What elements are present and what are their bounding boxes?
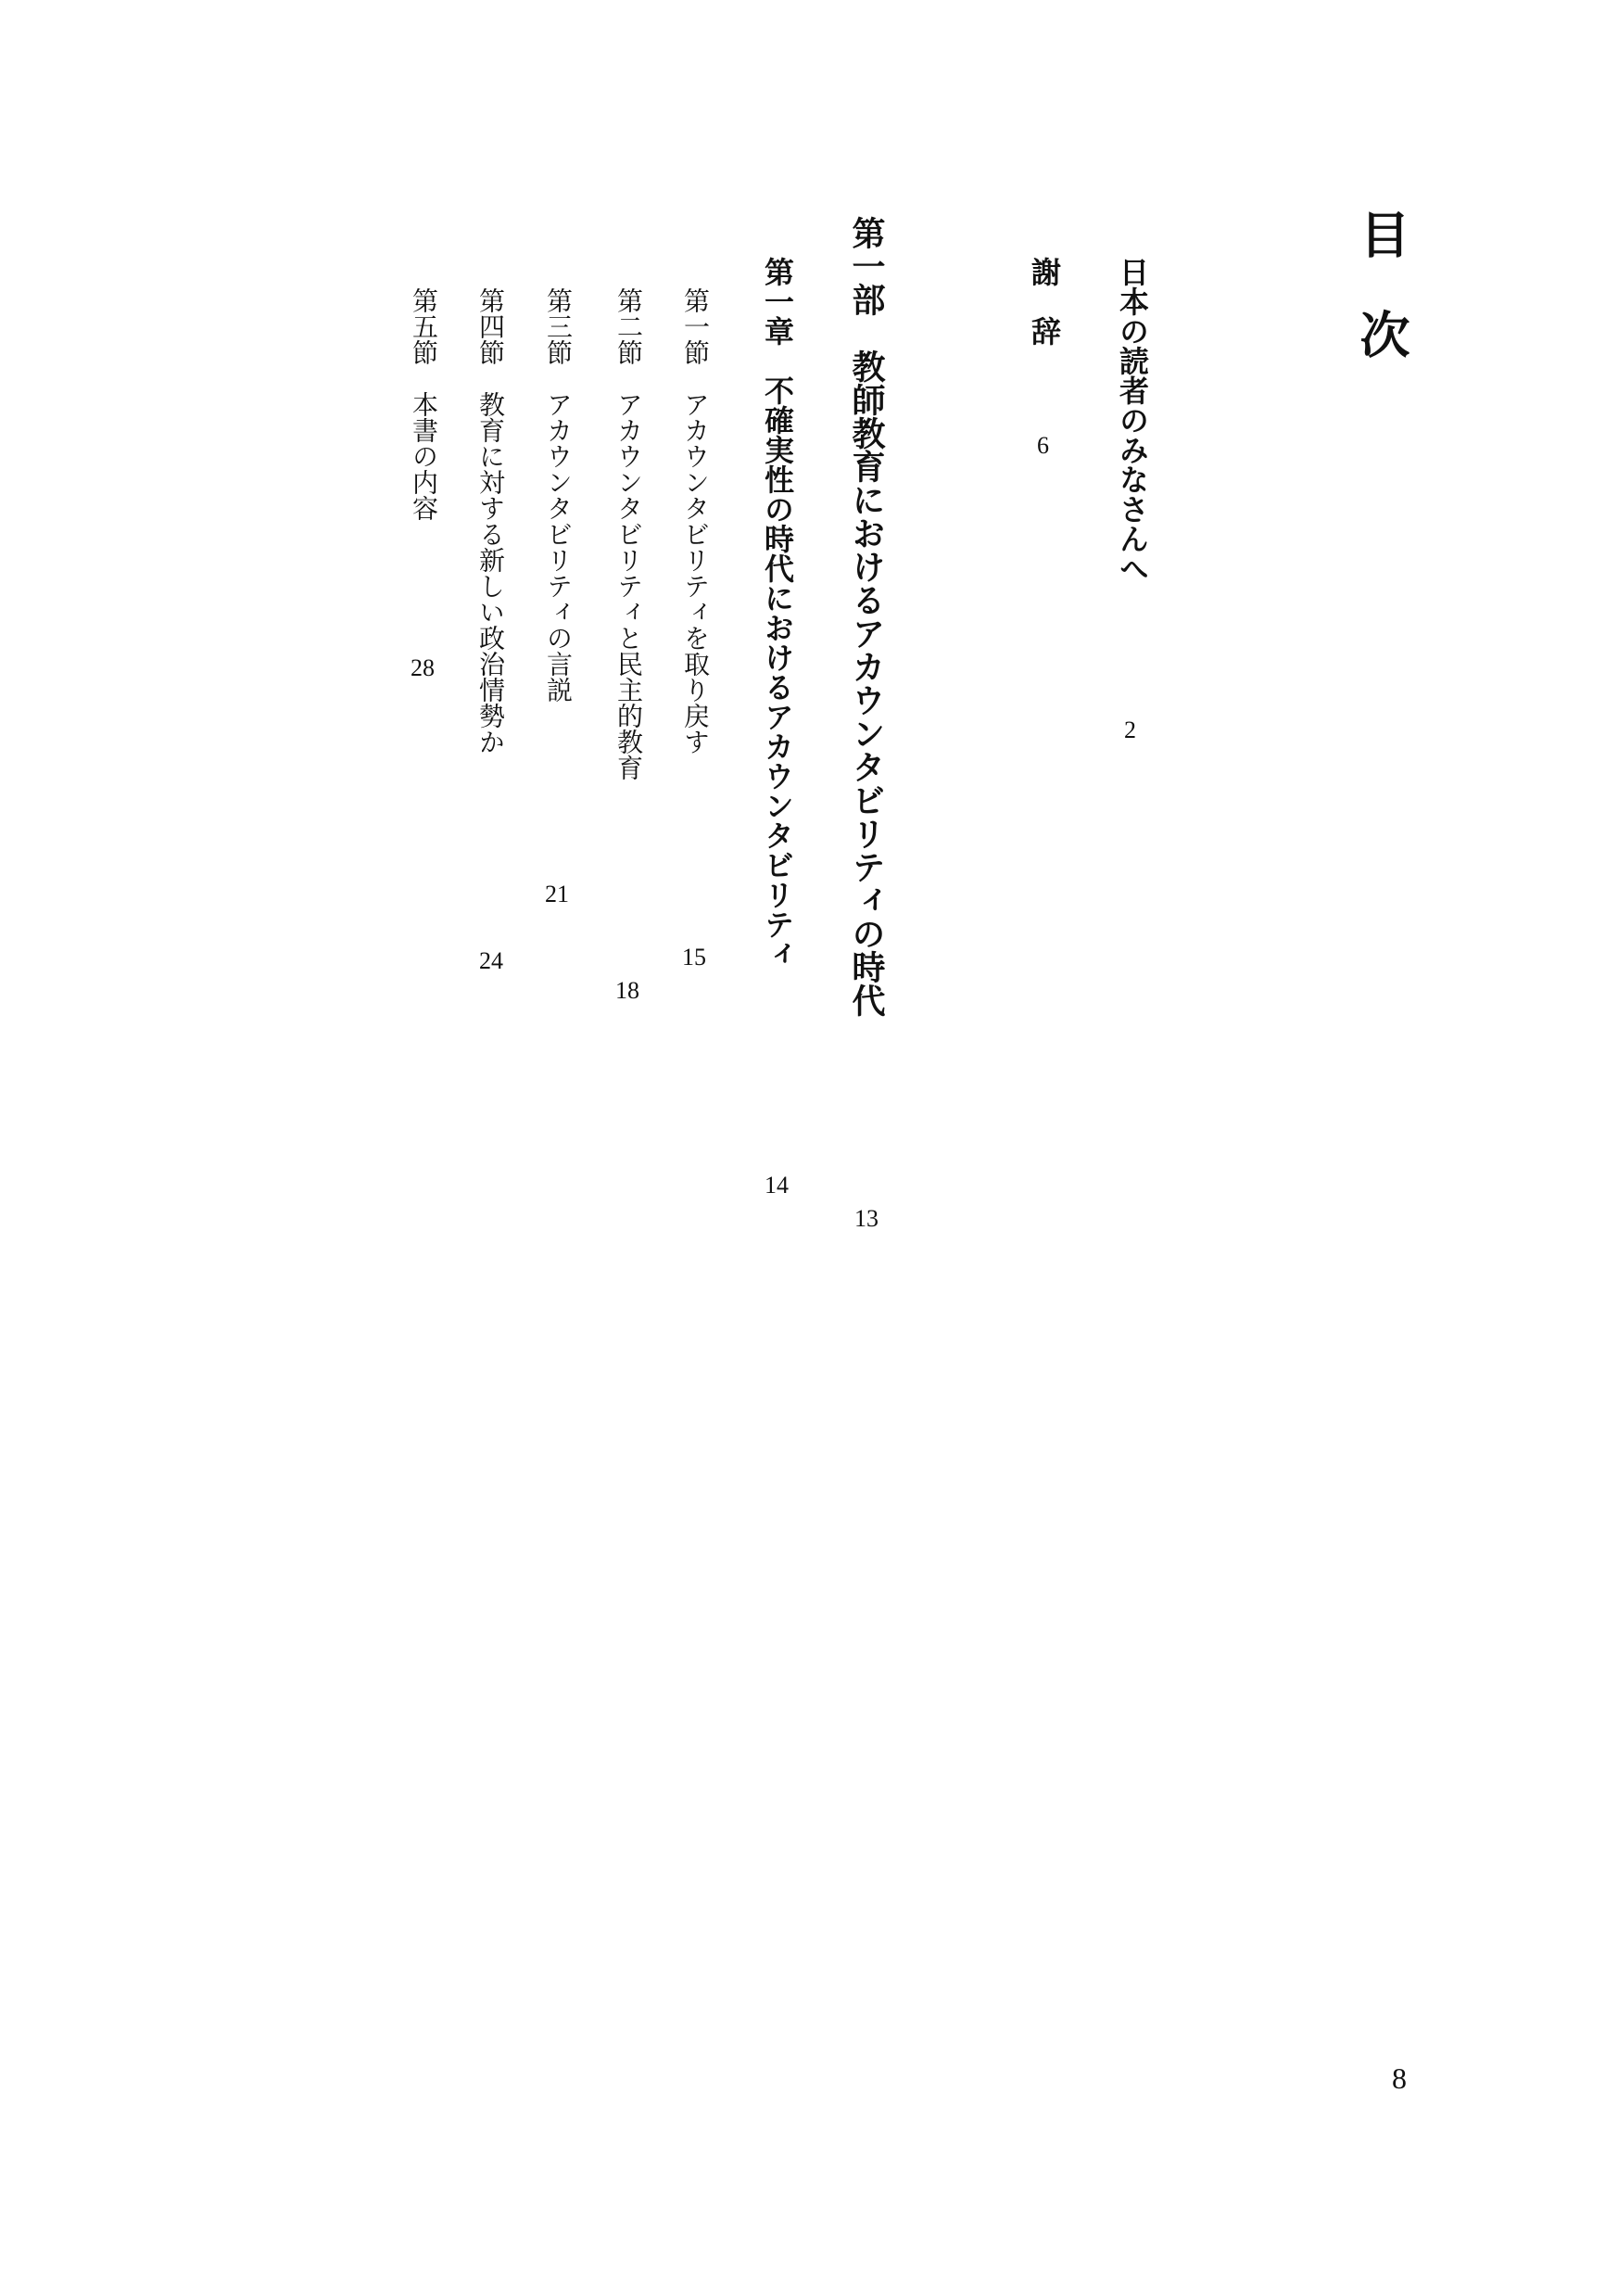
toc-entry-page-number: 2 [1124,717,1136,743]
toc-entry-page-number: 13 [854,1205,879,1232]
page-number: 8 [1392,2061,1407,2095]
toc-entry-chapter-1[interactable] [760,257,795,969]
toc-entry-label: 第二節 アカウンタビリティと民主的教育 [613,287,644,780]
toc-entry-page-number: 6 [1037,432,1049,459]
toc-entry-section-1[interactable] [680,287,711,755]
toc-entry-page-number: 14 [765,1172,789,1199]
toc-entry-page-number: 24 [479,947,503,974]
toc-entry-label: 第一章 不確実性の時代におけるアカウンタビリティ [760,257,795,969]
toc-entry-page-number: 21 [545,881,569,907]
toc-entry-page-number: 28 [411,654,435,681]
toc-entry-page-number: 18 [615,977,639,1004]
toc-entry-label: 第四節 教育に対する新しい政治情勢か [475,287,506,755]
toc-entry-label: 第一節 アカウンタビリティを取り戻す [680,287,711,755]
toc-entry-preface[interactable] [1115,257,1150,583]
toc-entry-label: 日本の読者のみなさんへ [1115,257,1150,583]
toc-entry-section-3[interactable] [543,287,574,703]
toc-entry-section-5[interactable] [409,287,439,521]
toc-title: 目 次 [1352,209,1411,359]
toc-entry-section-4[interactable] [475,287,506,755]
toc-entry-label: 第一部 教師教育におけるアカウンタビリティの時代 [847,216,886,1017]
toc-entry-label: 第五節 本書の内容 [409,287,439,521]
toc-entry-acknowledgements[interactable] [1027,257,1062,346]
toc-entry-section-2[interactable] [613,287,644,780]
toc-entry-part-1[interactable] [847,216,886,1017]
toc-entry-label: 謝 辞 [1027,257,1062,346]
toc-entry-page-number: 15 [682,944,706,970]
toc-entry-label: 第三節 アカウンタビリティの言説 [543,287,574,703]
